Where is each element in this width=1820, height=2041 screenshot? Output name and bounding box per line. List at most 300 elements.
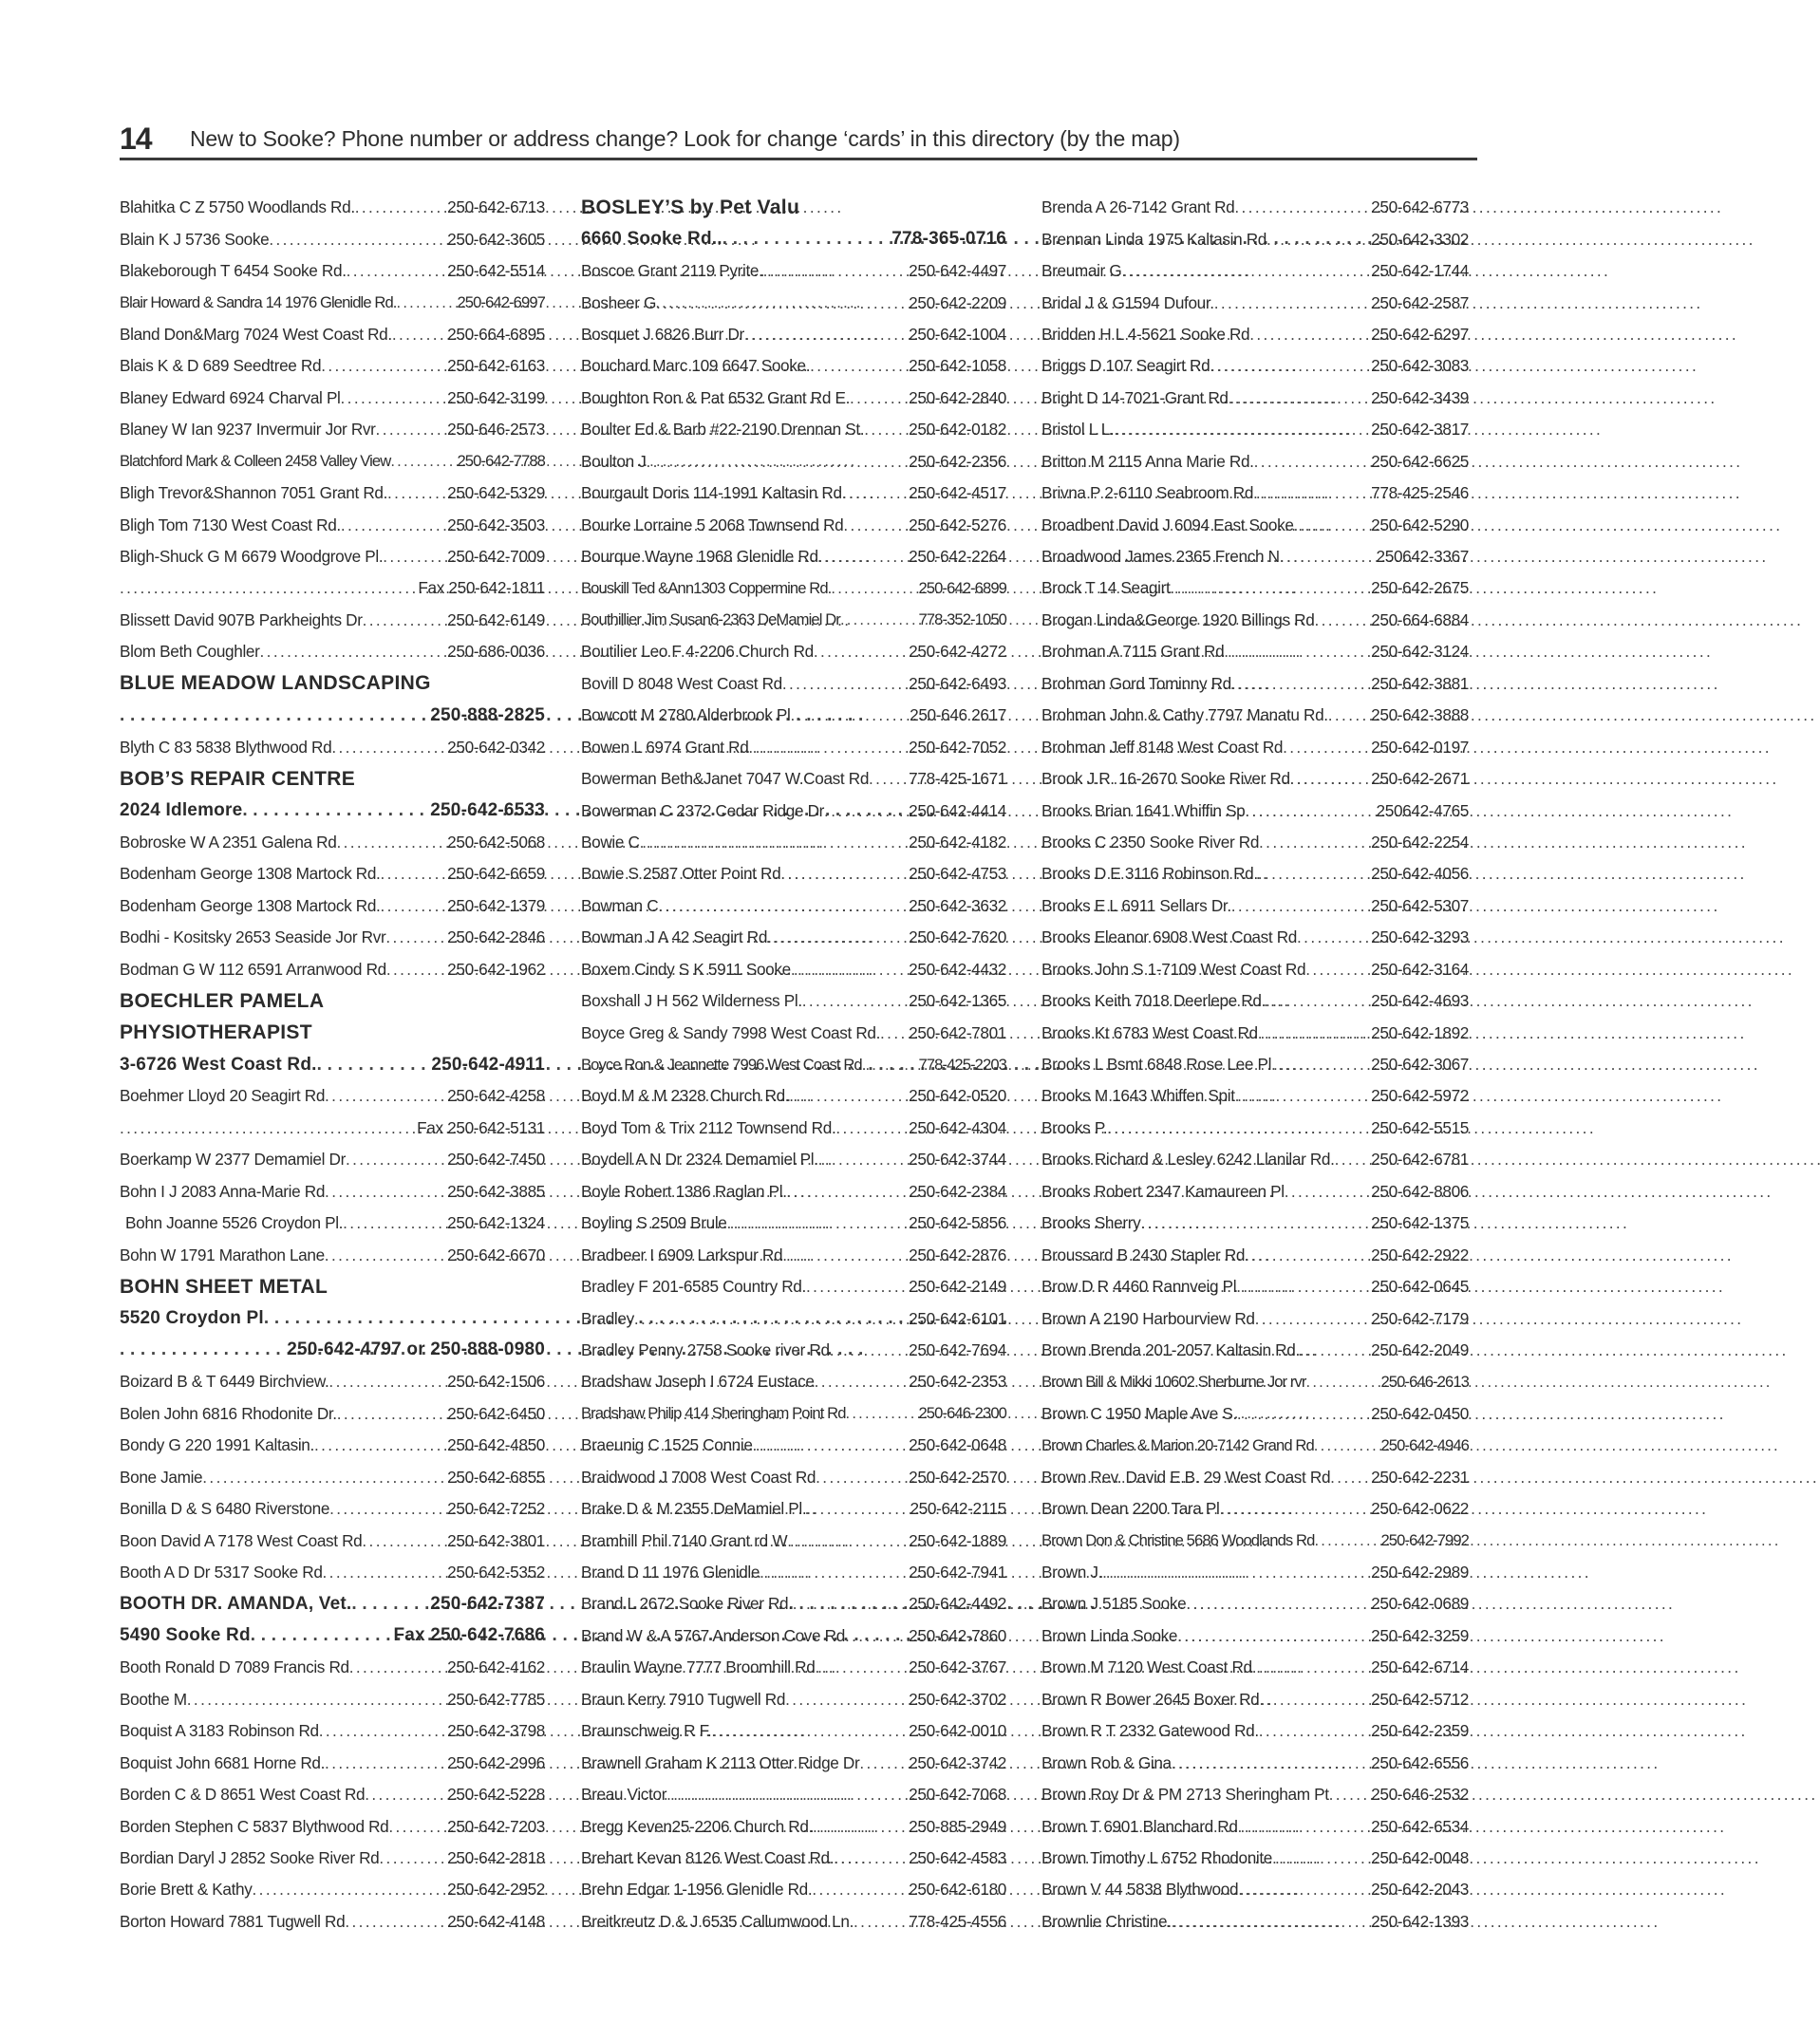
listing-name: Brown M 7120 West Coast Rd — [1041, 1657, 1252, 1677]
listing-name: Bowie C — [581, 832, 640, 852]
listing-phone: 250-642-3439 — [1371, 387, 1469, 407]
listing-name: Boyce Greg & Sandy 7998 West Coast Rd. — [581, 1022, 881, 1042]
dot-leader — [325, 1753, 447, 1773]
listing-name: Blair Howard & Sandra 14 1976 Glenidle Rd. — [120, 293, 397, 312]
dot-leader — [850, 388, 909, 408]
listing-name: Bridal J & G1594 Dufour. — [1041, 292, 1214, 312]
listing-row — [120, 636, 545, 667]
dot-leader — [1172, 1912, 1372, 1932]
listing-phone: 250-642-2353 — [909, 1372, 1006, 1392]
dot-leader — [1224, 642, 1371, 662]
listing-phone: 250-642-1365 — [909, 991, 1006, 1011]
listing-row — [120, 827, 545, 858]
listing-row — [120, 1557, 545, 1588]
listing-phone: 778-425-2546 — [1371, 483, 1469, 503]
listing-row — [120, 1906, 545, 1938]
listing-name: Brownlie Christine. — [1041, 1911, 1172, 1931]
listing-phone: 250-642-2671 — [1371, 769, 1469, 789]
listing-phone: 250-642-3744 — [909, 1150, 1006, 1170]
dot-leader — [843, 515, 909, 535]
listing-name: Bovill D 8048 West Coast Rd — [581, 673, 782, 693]
listing-row — [581, 1335, 1006, 1366]
dot-leader — [397, 293, 458, 312]
listing-phone: 250-642-0342 — [447, 737, 545, 757]
dot-leader — [1285, 1182, 1371, 1202]
dot-leader — [1254, 452, 1372, 472]
dot-leader — [264, 1308, 545, 1329]
listing-phone: 250-642-1744 — [1371, 261, 1469, 281]
listing-row — [1041, 1430, 1469, 1461]
dot-leader — [727, 1213, 910, 1233]
listing-row — [1041, 763, 1469, 795]
listing-phone: 250-642-4182 — [909, 832, 1006, 852]
listing-name: Bregg Keven25-2206 Church Rd. — [581, 1816, 814, 1836]
dot-leader — [1305, 960, 1371, 980]
listing-row — [581, 1588, 1006, 1620]
listing-name: Brown Bill & Mikki 10602 Sherburne Jor rvr — [1041, 1372, 1306, 1391]
listing-row — [1041, 1113, 1469, 1144]
listing-row — [1041, 1398, 1469, 1430]
dot-leader — [1231, 674, 1371, 694]
dot-leader — [806, 1499, 910, 1519]
listing-phone: 250-642-5514 — [447, 261, 545, 281]
listing-row — [581, 668, 1006, 700]
listing-name: Bouthillier Jim Susan6-2363 DeMamiel Dr — [581, 610, 840, 629]
listing-name: Brooks John S 1-7109 West Coast Rd — [1041, 959, 1306, 979]
listing-name: Brook J.R. 16-2670 Sooke River Rd — [1041, 769, 1290, 789]
dot-leader — [1172, 1753, 1371, 1773]
dot-leader — [666, 1785, 909, 1805]
listing-phone: 778-425-2203 — [918, 1055, 1006, 1074]
dot-leader — [355, 197, 447, 217]
listing-phone: 778-365-0716 — [891, 229, 1006, 250]
listing-phone: 250-642-6297 — [1371, 324, 1469, 344]
listing-phone: 250-642-4497 — [909, 261, 1006, 281]
listing-phone: 250-642-4492 — [909, 1594, 1006, 1614]
listing-name: Brooks P. — [1041, 1117, 1108, 1137]
listing-name: Bligh Trevor&Shannon 7051 Grant Rd. — [120, 483, 388, 503]
listing-row — [120, 192, 545, 223]
listing-phone: 250-642-6556 — [1371, 1752, 1469, 1772]
listing-phone: 250-642-6899 — [918, 578, 1006, 597]
listing-name: Brown Roy Dr & PM 2713 Sheringham Pt — [1041, 1785, 1329, 1805]
dot-leader — [782, 674, 909, 694]
listing-phone: 250-642-7788 — [457, 452, 545, 471]
dot-leader — [1255, 1309, 1372, 1329]
listing-row — [120, 1017, 545, 1048]
listing-name: Brand D 11 1976 Glenidle — [581, 1563, 760, 1582]
listing-row — [581, 605, 1006, 636]
dot-leader — [202, 1468, 447, 1488]
listing-name: Borden C & D 8651 West Coast Rd — [120, 1785, 366, 1805]
dot-leader — [376, 420, 448, 440]
listing-row — [581, 1493, 1006, 1525]
listing-row — [581, 1271, 1006, 1302]
dot-leader — [640, 833, 910, 852]
dot-leader — [845, 1626, 909, 1646]
listing-row — [581, 954, 1006, 985]
listing-name: Brogan Linda&George 1920 Billings Rd — [1041, 609, 1315, 629]
dot-leader — [1283, 738, 1371, 758]
dot-leader — [785, 1690, 909, 1710]
dot-leader — [1235, 1086, 1372, 1106]
listing-row — [1041, 1144, 1469, 1175]
directory-column-1 — [120, 192, 545, 1938]
listing-name: Blatchford Mark & Colleen 2458 Valley View — [120, 452, 391, 471]
dot-leader — [1330, 1468, 1371, 1488]
listing-row — [120, 1462, 545, 1493]
dot-leader — [869, 769, 909, 789]
listing-row — [120, 1080, 545, 1112]
listing-row — [120, 1208, 545, 1239]
dot-leader — [1210, 356, 1371, 376]
listing-phone: 250-642-4797 or 250-888-0980 — [287, 1339, 545, 1360]
dot-leader — [380, 864, 447, 884]
listing-row — [1041, 985, 1469, 1017]
listing-name: Brohman A 7115 Grant Rd — [1041, 642, 1225, 662]
listing-name: Brand W & A 5767 Anderson Cove Rd — [581, 1625, 845, 1645]
listing-phone: 250-642-2359 — [1371, 1721, 1469, 1741]
listing-row — [120, 1779, 545, 1810]
listing-phone: 250-642-1379 — [447, 895, 545, 915]
dot-leader — [362, 1531, 447, 1551]
listing-row — [120, 700, 545, 731]
listing-row — [581, 1208, 1006, 1239]
listing-row — [120, 1747, 545, 1778]
listing-phone: 250-642-4272 — [909, 642, 1006, 662]
listing-name: Boyle Robert 1386 Raglan Pl. — [581, 1181, 787, 1201]
dot-leader — [1280, 547, 1377, 567]
listing-phone: 250-642-2952 — [447, 1880, 545, 1900]
listing-name: Broussard B 2430 Stapler Rd — [1041, 1245, 1246, 1264]
listing-name: Bodenham George 1308 Martock Rd. — [120, 895, 381, 915]
listing-name: Briggs D 107 Seagirt Rd — [1041, 356, 1210, 376]
listing-name: Brown Don & Christine 5686 Woodlands Rd — [1041, 1531, 1315, 1550]
listing-row — [120, 446, 545, 477]
dot-leader — [380, 896, 447, 916]
page-header — [120, 112, 1477, 158]
listing-phone: 250-642-7801 — [909, 1022, 1006, 1042]
dot-leader — [824, 801, 909, 821]
listing-row — [120, 858, 545, 889]
dot-leader — [187, 1690, 447, 1710]
dot-leader — [1238, 1817, 1372, 1837]
listing-phone: 250-642-2876 — [909, 1245, 1006, 1264]
listing-row — [120, 572, 545, 604]
listing-phone: Fax 250-642-7686 — [393, 1625, 545, 1646]
listing-row — [581, 1843, 1006, 1874]
listing-phone: 250-642-5290 — [1371, 515, 1469, 534]
listing-row — [581, 1747, 1006, 1778]
listing-name: Bowman C — [581, 895, 659, 915]
listing-row — [120, 509, 545, 540]
listing-phone: 250-642-4693 — [1371, 991, 1469, 1011]
dot-leader — [854, 1912, 909, 1932]
listing-row — [1041, 1049, 1469, 1080]
listing-name: Brooks D E 3116 Robinson Rd. — [1041, 864, 1258, 884]
listing-phone: 250-642-7450 — [447, 1150, 545, 1170]
listing-row — [581, 1620, 1006, 1652]
listing-phone: 250-642-0010 — [909, 1721, 1006, 1741]
dot-leader — [1335, 1150, 1372, 1170]
dot-leader — [753, 1435, 910, 1455]
listing-name: Bradley F 201-6585 Country Rd. — [581, 1277, 806, 1297]
listing-row — [581, 1398, 1006, 1430]
listing-phone: 250-642-2996 — [447, 1752, 545, 1772]
listing-row — [581, 572, 1006, 604]
listing-phone: 250-642-6997 — [457, 293, 545, 312]
listing-name: Braunschweig R F. — [581, 1721, 712, 1741]
listing-name: BOSLEY’S by Pet Valu — [581, 196, 800, 218]
listing-row — [1041, 731, 1469, 762]
listing-name: Boquist A 3183 Robinson Rd — [120, 1721, 319, 1741]
dot-leader — [782, 1245, 909, 1265]
listing-phone: 250-642-1962 — [447, 959, 545, 979]
listing-row — [120, 954, 545, 985]
listing-phone: 250-642-7992 — [1380, 1531, 1469, 1550]
dot-leader — [387, 483, 447, 503]
listing-phone: 250-642-2254 — [1371, 832, 1469, 852]
dot-leader — [1328, 705, 1371, 725]
listing-phone: 250-642-4946 — [1380, 1435, 1469, 1454]
listing-name: Bourke Lorraine 5 2068 Townsend Rd — [581, 515, 844, 534]
dot-leader — [1170, 578, 1371, 598]
dot-leader — [321, 356, 447, 376]
listing-phone: 250-642-3881 — [1371, 673, 1469, 693]
listing-row — [1041, 668, 1469, 700]
listing-phone: 250-642-4911 — [431, 1054, 545, 1075]
listing-name: Brawnell Graham K 2113 Otter Ridge Dr — [581, 1752, 860, 1772]
dot-leader — [365, 1785, 447, 1805]
listing-row — [581, 763, 1006, 795]
listing-phone: 250-642-6659 — [447, 864, 545, 884]
listing-row — [1041, 1176, 1469, 1208]
listing-phone: 250-642-0648 — [909, 1435, 1006, 1455]
listing-name: Brooks Brian 1641 Whiffin Sp — [1041, 800, 1246, 820]
listing-row — [1041, 446, 1469, 477]
listing-phone: 250-885-2949 — [909, 1816, 1006, 1836]
listing-name: Bradley Penny 2758 Sooke river Rd — [581, 1339, 830, 1359]
listing-name: Brooks Keith 7018 Deerlepe Rd. — [1041, 991, 1266, 1011]
listing-name: Bouchard Marc 109 6647 Sooke. — [581, 356, 811, 376]
dot-leader — [647, 452, 910, 472]
listing-phone: 250-642-2675 — [1371, 578, 1469, 598]
listing-phone: 250-642-7941 — [909, 1563, 1006, 1582]
listing-phone: 250-642-2209 — [909, 292, 1006, 312]
dot-leader — [325, 1086, 447, 1106]
listing-name: Brow D R 4460 Rannveig Pl — [1041, 1277, 1237, 1297]
listing-name: 5490 Sooke Rd — [120, 1625, 251, 1646]
dot-leader — [802, 991, 909, 1011]
dot-leader — [816, 1468, 909, 1488]
listing-row — [581, 700, 1006, 731]
listing-name: 3-6726 West Coast Rd. — [120, 1054, 317, 1075]
listing-phone: 250-642-3259 — [1371, 1625, 1469, 1645]
listing-phone: 250-888-2825 — [430, 704, 545, 725]
listing-row — [1041, 1715, 1469, 1747]
dot-leader — [1314, 1531, 1380, 1550]
dot-leader — [1258, 864, 1371, 884]
dot-leader — [806, 1277, 909, 1297]
listing-row — [1041, 795, 1469, 826]
listing-row — [120, 605, 545, 636]
listing-row — [1041, 287, 1469, 318]
listing-phone: 250-642-4517 — [909, 483, 1006, 503]
listing-row — [120, 1366, 545, 1397]
listing-name: Brooks Richard & Lesley 6242 Llanilar Rd. — [1041, 1150, 1335, 1170]
listing-name: Brooks Robert 2347 Kamaureen Pl — [1041, 1181, 1285, 1201]
listing-name: Brohman Jeff 8148 West Coast Rd — [1041, 737, 1284, 757]
listing-row — [1041, 1302, 1469, 1334]
listing-row — [1041, 541, 1469, 572]
listing-row — [120, 1715, 545, 1747]
listing-row — [581, 1874, 1006, 1905]
listing-row — [120, 1652, 545, 1683]
dot-leader — [1294, 515, 1372, 535]
listing-phone: 250-642-6773 — [1371, 197, 1469, 217]
listing-phone: 250-642-3817 — [1371, 420, 1469, 440]
listing-row — [581, 1239, 1006, 1270]
listing-row — [581, 383, 1006, 414]
header-rule — [120, 158, 1477, 160]
listing-phone: 250-642-1058 — [909, 356, 1006, 376]
listing-name: Bolen John 6816 Rhodonite Dr. — [120, 1403, 337, 1423]
listing-row — [120, 668, 545, 700]
listing-phone: 250-642-0197 — [1371, 737, 1469, 757]
listing-name: Brown Rob & Gina — [1041, 1752, 1172, 1772]
listing-row — [581, 1302, 1006, 1334]
listing-phone: 250-642-1889 — [909, 1530, 1006, 1550]
dot-leader — [1252, 1657, 1371, 1677]
listing-phone: 250-642-2587 — [1371, 292, 1469, 312]
listing-phone: 250-642-2049 — [1371, 1339, 1469, 1359]
listing-phone: 778-425-4556 — [909, 1911, 1006, 1931]
listing-name: Boutilier Leo F 4-2206 Church Rd — [581, 642, 814, 662]
listing-row — [120, 541, 545, 572]
header-notice: New to Sooke? Phone number or address change? Look for change ‘cards’ in this directory (by the map) — [190, 126, 1180, 151]
listing-name: Brooks E L 6911 Sellars Dr. — [1041, 895, 1231, 915]
listing-row — [1041, 1779, 1469, 1810]
listing-name: Bradley — [581, 1308, 634, 1328]
listing-phone: 250-642-2818 — [447, 1847, 545, 1867]
dot-leader — [329, 1499, 447, 1519]
dot-leader — [810, 356, 909, 376]
listing-name: Bland Don&Marg 7024 West Coast Rd. — [120, 324, 392, 344]
listing-row — [1041, 827, 1469, 858]
listing-name: Boquist John 6681 Horne Rd. — [120, 1752, 326, 1772]
listing-row — [581, 192, 1006, 223]
listing-row — [1041, 319, 1469, 350]
dot-leader — [711, 1721, 909, 1741]
listing-phone: 250-642-3632 — [909, 895, 1006, 915]
listing-phone: 250-642-5352 — [447, 1563, 545, 1582]
listing-phone: 250-642-3885 — [447, 1181, 545, 1201]
dot-leader — [1245, 801, 1376, 821]
listing-name: Blyth C 83 5838 Blythwood Rd — [120, 737, 332, 757]
dot-leader — [767, 927, 909, 947]
listing-row — [1041, 1557, 1469, 1588]
dot-leader — [859, 1753, 909, 1773]
listing-row — [1041, 636, 1469, 667]
listing-name: Bowcott M 2780 Alderbrook Pl — [581, 705, 791, 725]
listing-name: Brown Linda Sooke — [1041, 1625, 1178, 1645]
dot-leader — [386, 960, 447, 980]
listing-name: Brown Charles & Marion 20-7142 Grand Rd — [1041, 1435, 1314, 1454]
listing-row — [1041, 922, 1469, 953]
listing-name: Boscoe Grant 2119 Pyrite. — [581, 261, 763, 281]
dot-leader — [780, 864, 909, 884]
listing-name: PHYSIOTHERAPIST — [120, 1021, 312, 1044]
listing-name: Brown Rev. David E.B. 29 West Coast Rd — [1041, 1467, 1331, 1487]
listing-row — [120, 319, 545, 350]
dot-leader — [1245, 1245, 1371, 1265]
listing-phone: 250-642-3503 — [447, 515, 545, 534]
dot-leader — [1237, 1404, 1371, 1424]
dot-leader — [842, 483, 909, 503]
dot-leader — [658, 896, 909, 916]
listing-phone: 250-642-6533 — [430, 800, 545, 821]
listing-row — [581, 1906, 1006, 1938]
listing-phone: 250-642-1393 — [1371, 1911, 1469, 1931]
dot-leader — [343, 1213, 447, 1233]
listing-phone: 250-642-4148 — [447, 1911, 545, 1931]
listing-phone: 250-642-7694 — [909, 1339, 1006, 1359]
dot-leader — [341, 388, 448, 408]
dot-leader — [379, 1848, 447, 1868]
listing-phone: 250-642-2356 — [909, 451, 1006, 471]
dot-leader — [314, 1435, 447, 1455]
dot-leader — [269, 230, 447, 250]
dot-leader — [1253, 483, 1371, 503]
listing-phone: 250-642-2570 — [909, 1467, 1006, 1487]
dot-leader — [722, 229, 892, 250]
listing-name: Bohn W 1791 Marathon Lane — [120, 1245, 325, 1264]
dot-leader — [323, 1563, 448, 1582]
listing-row — [120, 890, 545, 922]
listing-name: Brennan Linda 1975 Kaltasin Rd — [1041, 229, 1266, 249]
listing-row — [581, 731, 1006, 762]
listing-name: Boyd Tom & Trix 2112 Townsend Rd. — [581, 1117, 836, 1137]
listing-name: Blaney W Ian 9237 Invermuir Jor Rvr — [120, 420, 376, 440]
dot-leader — [831, 579, 918, 598]
listing-phone: 250-642-0689 — [1371, 1594, 1469, 1614]
listing-phone: 250-642-5515 — [1371, 1117, 1469, 1137]
listing-name: Brehart Kevan 8126 West Coast Rd. — [581, 1847, 835, 1867]
dot-leader — [337, 1404, 447, 1424]
listing-phone: 250-642-2231 — [1371, 1467, 1469, 1487]
listing-name: Bowerman Beth&Janet 7047 W.Coast Rd — [581, 769, 870, 789]
listing-phone: 250-642-7387 — [430, 1593, 545, 1614]
listing-phone: 250-642-6714 — [1371, 1657, 1469, 1677]
listing-name: Bone Jamie — [120, 1467, 203, 1487]
listing-row — [120, 763, 545, 795]
listing-phone: 250-664-6895 — [447, 324, 545, 344]
listing-phone: 250-642-2043 — [1371, 1880, 1469, 1900]
listing-name: Bosquet J 6826 Burr Dr — [581, 324, 744, 344]
dot-leader — [791, 960, 909, 980]
listing-name: Borden Stephen C 5837 Blythwood Rd — [120, 1816, 389, 1836]
listing-row — [1041, 1366, 1469, 1397]
dot-leader — [1140, 1213, 1371, 1233]
dot-leader — [120, 1118, 417, 1138]
listing-row — [581, 1430, 1006, 1461]
listing-name: Britton M 2115 Anna Marie Rd. — [1041, 451, 1254, 471]
listing-row — [581, 1652, 1006, 1683]
listing-row — [581, 1684, 1006, 1715]
listing-name: Boulton J — [581, 451, 647, 471]
dot-leader — [253, 1880, 448, 1900]
listing-row — [1041, 255, 1469, 287]
